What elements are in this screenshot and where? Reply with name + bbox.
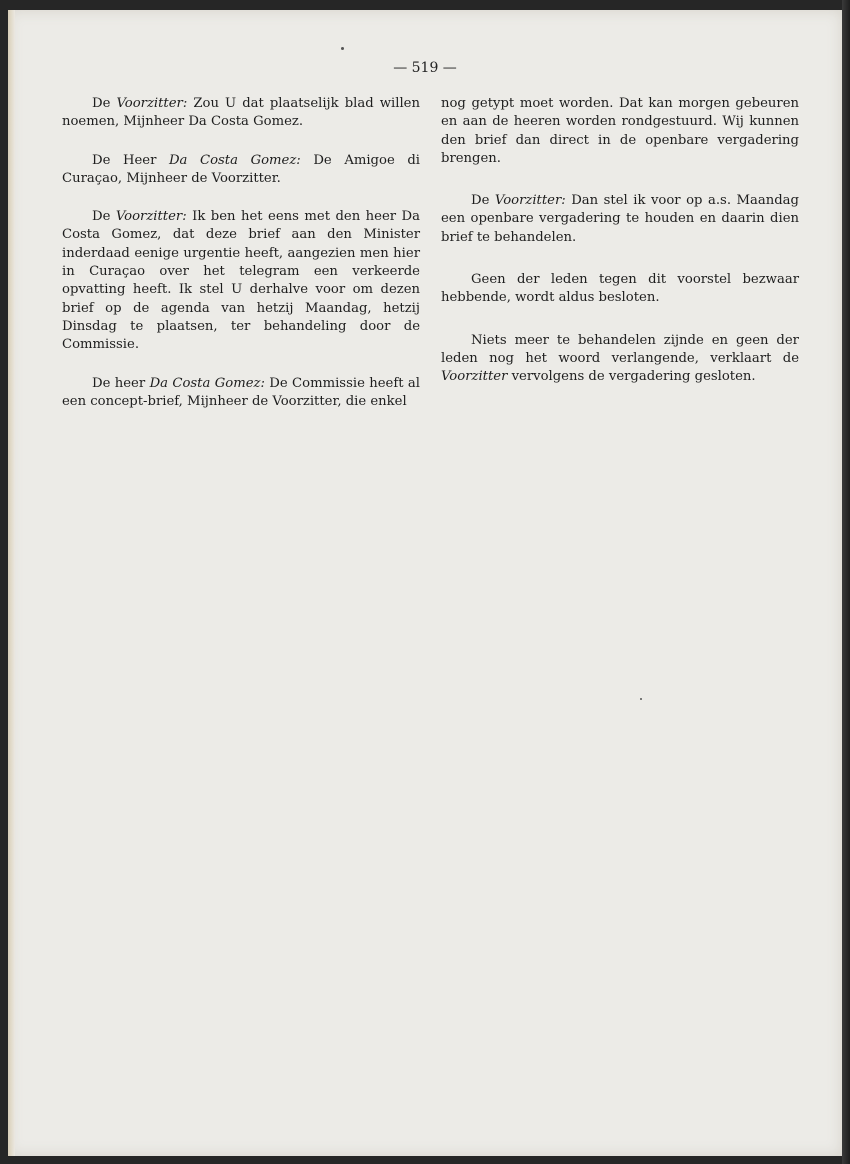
paragraph: De Heer Da Costa Gomez: De Amigoe di Curaçao, Mijnheer de Voorzitter. bbox=[62, 152, 421, 186]
scan-border bbox=[842, 0, 850, 1164]
paragraph: De Voorzitter: Dan stel ik voor op a.s. Maandag een openbare vergadering te houden en daarin dien brief te behandelen. bbox=[441, 193, 799, 245]
speck bbox=[341, 47, 344, 50]
speaker-name: Voorzitter: bbox=[115, 209, 187, 225]
speaker-name: Da Costa Gomez: bbox=[168, 152, 301, 168]
paragraph: De Voorzitter: Ik ben het eens met den heer Da Costa Gomez, dat deze brief aan den Minister inderdaad eenige urgentie heeft, aangezien men hier in Curaçao over het telegram een verkeerde opvatting heeft. Ik stel U derhalve voor om dezen brief op de agenda van hetzij Maandag, hetzij Dinsdag te plaatsen, ter behandeling door de Commissie. bbox=[62, 209, 420, 353]
speaker-name: Voorzitter: bbox=[494, 193, 566, 209]
speaker-name: Voorzitter bbox=[441, 369, 508, 385]
right-column bbox=[441, 95, 799, 387]
paragraph: De Voorzitter: Zou U dat plaatselijk blad willen noemen, Mijnheer Da Costa Gomez. bbox=[62, 96, 420, 130]
paragraph: Niets meer te behandelen zijnde en geen der leden nog het woord verlangende, verklaart de Voorzitter vervolgens de vergadering gesloten. bbox=[441, 332, 799, 385]
paragraph: Geen der leden tegen dit voorstel bezwaar hebbende, wordt aldus besloten. bbox=[441, 272, 799, 306]
speaker-name: Da Costa Gomez: bbox=[149, 375, 265, 391]
speaker-name: Voorzitter: bbox=[116, 96, 188, 111]
left-column bbox=[62, 95, 420, 411]
page-edge bbox=[8, 10, 15, 1156]
paragraph: De heer Da Costa Gomez: De Commissie heeft al een concept-brief, Mijnheer de Voorzitter, die enkel bbox=[62, 375, 421, 409]
paragraph: nog getypt moet worden. Dat kan morgen gebeuren en aan de heeren worden rondgestuurd. Wij kunnen den brief dan direct in de openbare vergadering brengen. bbox=[441, 96, 799, 166]
speck bbox=[640, 698, 642, 700]
page-number: — 519 — bbox=[393, 60, 457, 76]
